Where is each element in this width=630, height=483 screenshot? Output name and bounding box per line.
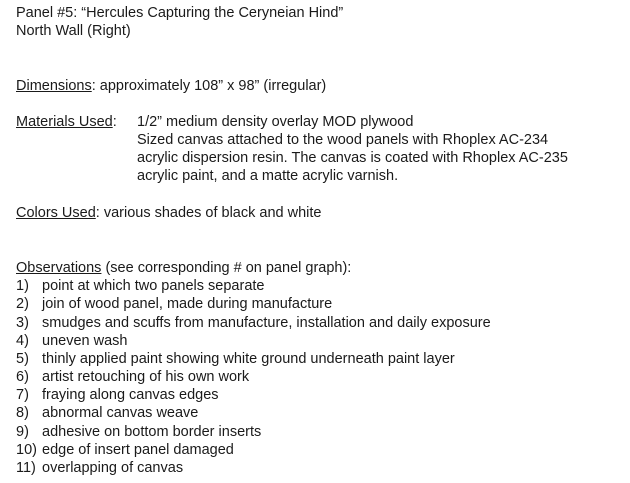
observation-text: adhesive on bottom border inserts xyxy=(42,424,262,440)
observation-text: thinly applied paint showing white ground underneath paint layer xyxy=(42,351,455,367)
dimensions-value: : approximately 108” x 98” (irregular) xyxy=(91,78,327,94)
observation-item xyxy=(16,441,234,459)
observation-text: overlapping of canvas xyxy=(42,460,184,476)
observation-text: uneven wash xyxy=(42,333,128,349)
colors-value: : various shades of black and white xyxy=(95,205,322,221)
observation-number: 3) xyxy=(16,315,29,331)
observation-text: fraying along canvas edges xyxy=(42,387,219,403)
observation-number: 8) xyxy=(16,405,29,421)
observation-item xyxy=(16,404,198,422)
observation-text: join of wood panel, made during manufacture xyxy=(42,296,333,312)
observation-item xyxy=(16,459,183,477)
materials-heading xyxy=(16,113,117,131)
observation-item xyxy=(16,277,264,295)
observation-item xyxy=(16,368,249,386)
materials-line-4: acrylic paint, and a matte acrylic varnish. xyxy=(137,168,399,184)
observation-number: 9) xyxy=(16,424,29,440)
colors-label: Colors Used xyxy=(16,205,96,221)
observation-item xyxy=(16,332,127,350)
materials-colon: : xyxy=(112,114,117,130)
observation-number: 1) xyxy=(16,278,29,294)
observation-text: abnormal canvas weave xyxy=(42,405,199,421)
materials-line-1: 1/2” medium density overlay MOD plywood xyxy=(137,114,414,130)
panel-title: Panel #5: “Hercules Capturing the Ceryneian Hind” xyxy=(16,5,344,21)
observation-item xyxy=(16,314,491,332)
observation-item xyxy=(16,295,332,313)
observation-text: edge of insert panel damaged xyxy=(42,442,234,458)
observations-intro: (see corresponding # on panel graph): xyxy=(101,260,352,276)
observation-number: 7) xyxy=(16,387,29,403)
dimensions-label: Dimensions xyxy=(16,78,92,94)
colors-line xyxy=(16,204,321,222)
observation-number: 10) xyxy=(16,442,37,458)
observation-text: artist retouching of his own work xyxy=(42,369,250,385)
observations-label: Observations xyxy=(16,260,102,276)
observation-number: 2) xyxy=(16,296,29,312)
observation-item xyxy=(16,423,261,441)
observation-number: 6) xyxy=(16,369,29,385)
materials-label: Materials Used xyxy=(16,114,113,130)
dimensions-line xyxy=(16,77,326,95)
panel-location: North Wall (Right) xyxy=(16,23,131,39)
observation-number: 4) xyxy=(16,333,29,349)
observation-number: 5) xyxy=(16,351,29,367)
observation-text: point at which two panels separate xyxy=(42,278,265,294)
observations-heading xyxy=(16,259,351,277)
observation-text: smudges and scuffs from manufacture, installation and daily exposure xyxy=(42,315,491,331)
observation-item xyxy=(16,350,455,368)
materials-line-2: Sized canvas attached to the wood panels with Rhoplex AC-234 xyxy=(137,132,549,148)
materials-line-3: acrylic dispersion resin. The canvas is coated with Rhoplex AC-235 xyxy=(137,150,568,166)
observation-number: 11) xyxy=(16,460,36,476)
observation-item xyxy=(16,386,219,404)
